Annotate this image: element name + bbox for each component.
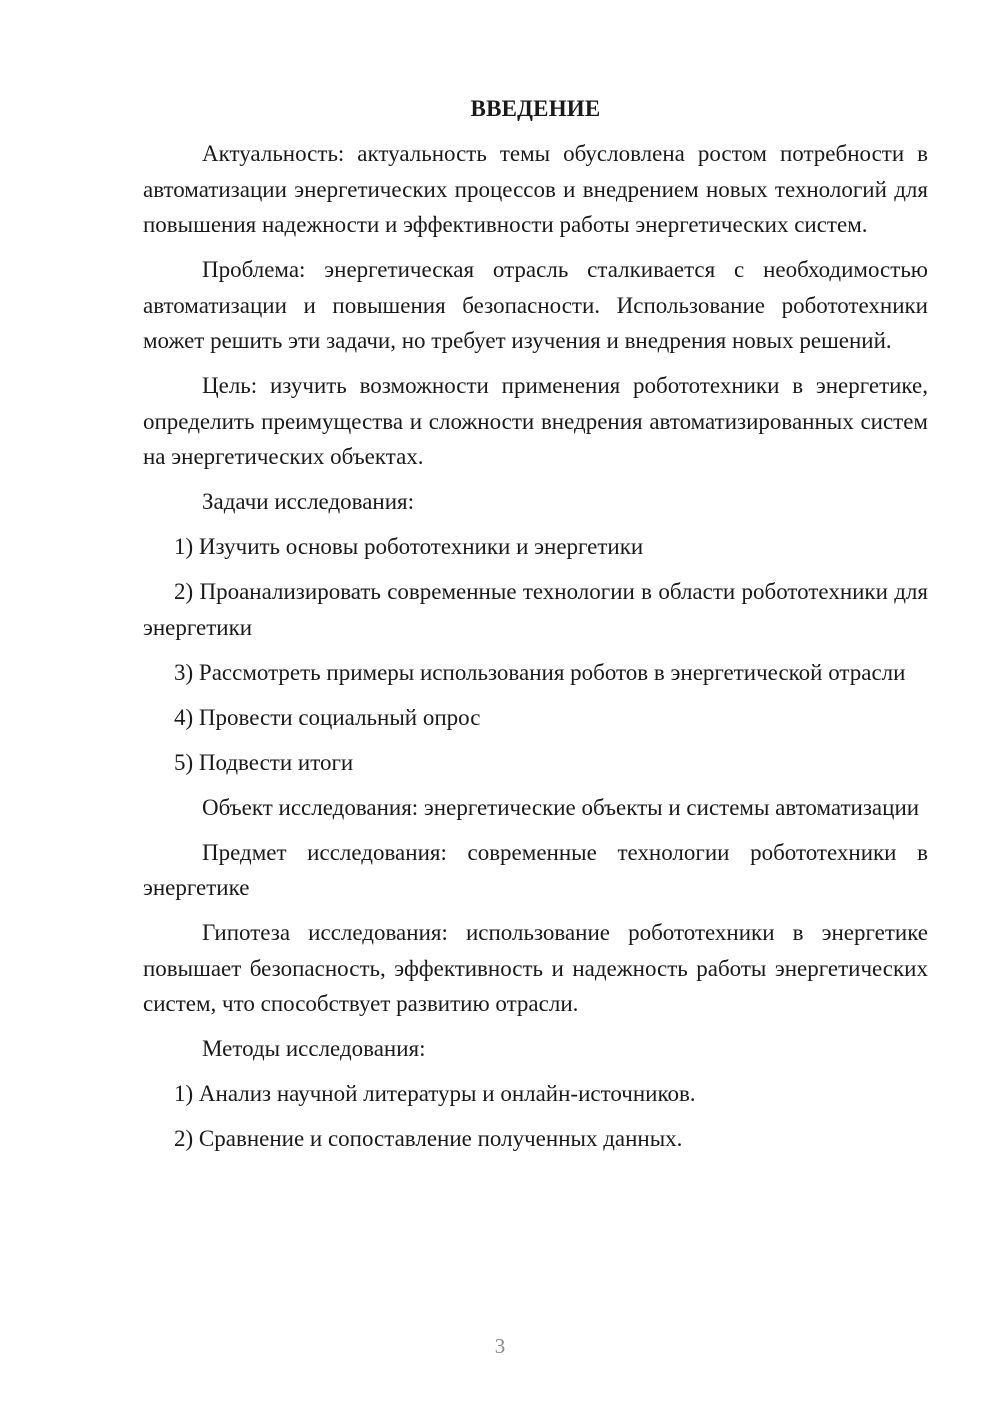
hypothesis-paragraph: Гипотеза исследования: использование робототехники в энергетике повышает безопасность, эффективность и надежность работы энергетических систем, что способствует развитию отрасли. — [143, 920, 928, 1016]
page-title: ВВЕДЕНИЕ — [470, 96, 601, 121]
task-item: 2) Проанализировать современные технологии в области робототехники для энергетики — [143, 579, 928, 640]
goal-paragraph: Цель: изучить возможности применения робототехники в энергетике, определить преимущества и сложности внедрения автоматизированных систем на энергетических объектах. — [143, 373, 928, 469]
task-item: 1) Изучить основы робототехники и энергетики — [174, 534, 644, 559]
task-item: 5) Подвести итоги — [174, 749, 354, 775]
task-item: 4) Провести социальный опрос — [174, 704, 481, 730]
method-item: 1) Анализ научной литературы и онлайн-источников. — [174, 1081, 696, 1106]
method-item: 2) Сравнение и сопоставление полученных данных. — [174, 1126, 683, 1151]
methods-heading: Методы исследования: — [202, 1036, 426, 1061]
page-number: 3 — [494, 1334, 506, 1358]
page-content — [143, 92, 928, 1166]
relevance-paragraph: Актуальность: актуальность темы обусловлена ростом потребности в автоматизации энергетических процессов и внедрением новых технологий для повышения надежности и эффективности работы энергетических систем. — [143, 141, 928, 237]
tasks-heading: Задачи исследования: — [202, 489, 415, 514]
subject-paragraph: Предмет исследования: современные технологии робототехники в энергетике — [143, 839, 928, 900]
problem-paragraph: Проблема: энергетическая отрасль сталкивается с необходимостью автоматизации и повышения безопасности. Использование робототехники может решить эти задачи, но требует изучения и внедрения новых решений. — [143, 257, 928, 353]
task-item: 3) Рассмотреть примеры использования роботов в энергетической отрасли — [174, 659, 906, 685]
object-paragraph: Объект исследования: энергетические объекты и системы автоматизации — [202, 794, 920, 820]
